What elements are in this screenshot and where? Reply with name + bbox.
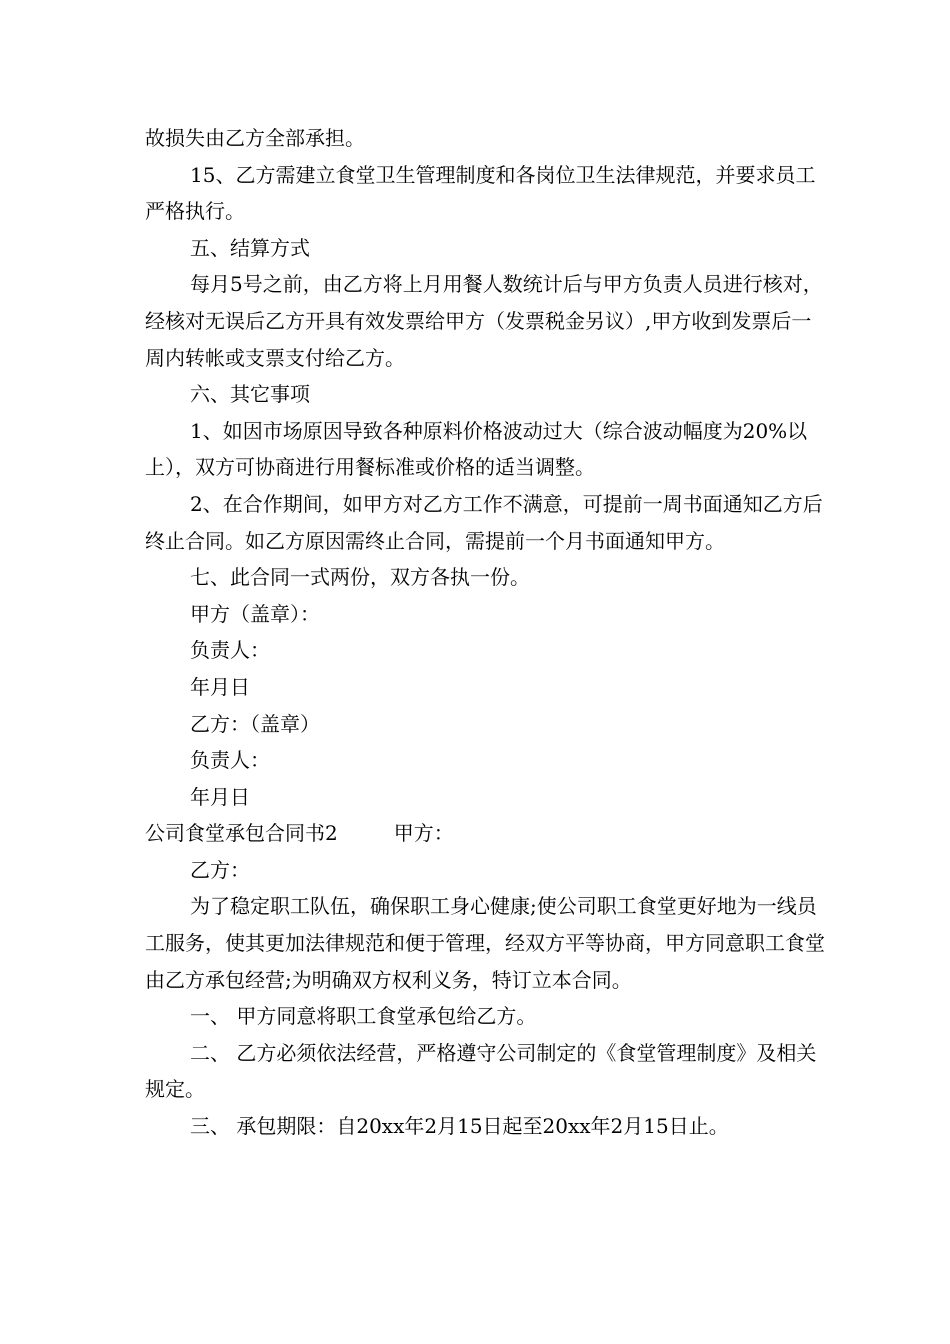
- contract-2-party-a: 甲方：: [393, 821, 454, 846]
- section-heading-settlement: 五、结算方式: [190, 235, 310, 260]
- signature-party-a-date: 年月日: [190, 674, 250, 699]
- paragraph-other-item-2: 2、在合作期间，如甲方对乙方工作不满意，可提前一周书面通知乙方后终止合同。如乙方原因需终止合同，需提前一个月书面通知甲方。: [145, 491, 823, 553]
- contract-2-preamble: 为了稳定职工队伍，确保职工身心健康;使公司职工食堂更好地为一线员工服务，使其更加法律规范和便于管理，经双方平等协商，甲方同意职工食堂由乙方承包经营;为明确双方权利义务，特订立本合同。: [145, 894, 825, 992]
- paragraph-settlement-terms: 每月5号之前，由乙方将上月用餐人数统计后与甲方负责人员进行核对，经核对无误后乙方开具有效发票给甲方（发票税金另议）,甲方收到发票后一周内转帐或支票支付给乙方。: [145, 272, 823, 370]
- signature-party-b-seal: 乙方：（盖章）: [190, 711, 320, 736]
- contract-2-party-b: 乙方：: [190, 857, 250, 882]
- signature-party-a-person: 负责人：: [190, 638, 270, 663]
- paragraph-other-item-1: 1、如因市场原因导致各种原料价格波动过大（综合波动幅度为20%以上），双方可协商进行用餐标准或价格的适当调整。: [145, 418, 808, 480]
- section-heading-other-matters: 六、其它事项: [190, 382, 310, 407]
- paragraph-copies: 七、此合同一式两份，双方各执一份。: [190, 565, 530, 590]
- paragraph-loss-liability: 故损失由乙方全部承担。: [145, 126, 365, 150]
- signature-party-b-person: 负责人：: [190, 748, 270, 773]
- signature-party-b-date: 年月日: [190, 784, 250, 809]
- paragraph-item-15: 15、乙方需建立食堂卫生管理制度和各岗位卫生法律规范，并要求员工严格执行。: [145, 162, 816, 224]
- contract-2-heading-line: [145, 815, 825, 852]
- contract-2-clause-3: 三、 承包期限：自20xx年2月15日起至20xx年2月15日止。: [190, 1114, 729, 1139]
- contract-2-title: 公司食堂承包合同书2: [145, 821, 338, 846]
- document-body: [145, 120, 825, 1145]
- signature-party-a-seal: 甲方（盖章）：: [190, 601, 320, 626]
- contract-2-clause-1: 一、 甲方同意将职工食堂承包给乙方。: [190, 1004, 537, 1029]
- contract-2-clause-2: 二、 乙方必须依法经营，严格遵守公司制定的《食堂管理制度》及相关规定。: [145, 1040, 817, 1102]
